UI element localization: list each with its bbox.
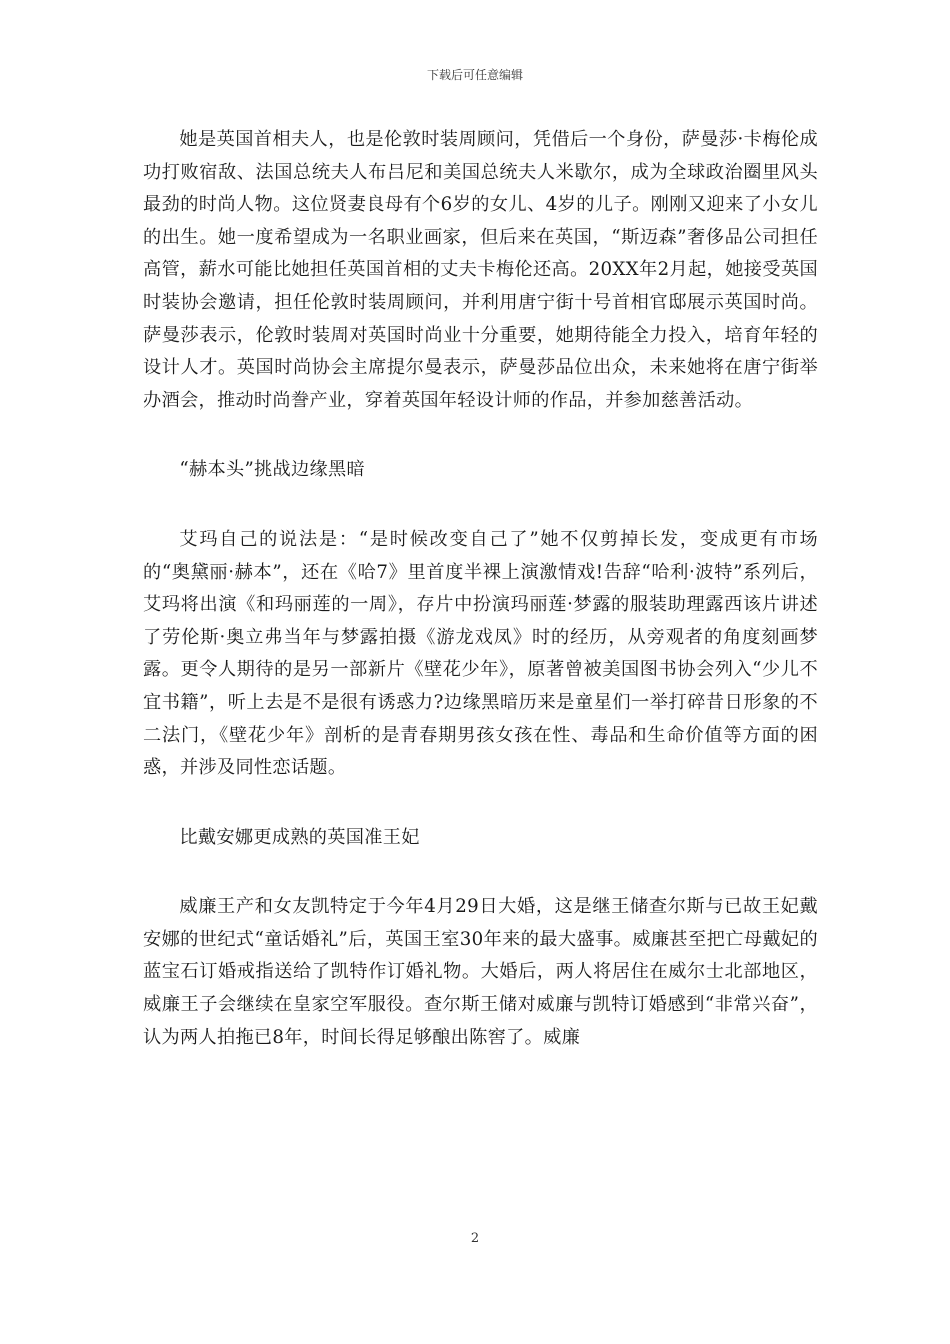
heading-hepburn-haircut: “赫本头”挑战边缘黑暗 <box>179 459 365 481</box>
heading-princess-to-be: 比戴安娜更成熟的英国准王妃 <box>179 826 420 848</box>
paragraph-royal-wedding: 威廉王产和女友凯特定于今年4月29日大婚，这是继王储查尔斯与已故王妃戴安娜的世纪式“童话婚礼”后，英国王室30年来的最大盛事。威廉甚至把亡母戴妃的蓝宝石订婚戒指送给了凯特作订婚礼物。大婚后，两人将居住在威尔士北部地区，威廉王子会继续在皇家空军服役。查尔斯王储对威廉与凯特订婚感到“非常兴奋”，认为两人拍拖已8年，时间长得足够酿出陈窖了。威廉 <box>143 896 818 1048</box>
paragraph-gap <box>143 417 818 454</box>
paragraph-gap <box>143 785 818 822</box>
paragraph-samantha-cameron: 她是英国首相夫人，也是伦敦时装周顾问，凭借后一个身份，萨曼莎·卡梅伦成功打败宿敌、法国总统夫人布吕尼和美国总统夫人米歇尔，成为全球政治圈里风头最劲的时尚人物。这位贤妻良母有个6岁的女儿、4岁的儿子。刚刚又迎来了小女儿的出生。她一度希望成为一名职业画家，但后来在英国，“斯迈森”奢侈品公司担任高管，薪水可能比她担任英国首相的丈夫卡梅伦还高。20XX年2月起，她接受英国时装协会邀请，担任伦敦时装周顾问，并利用唐宁街十号首相官邸展示英国时尚。萨曼莎表示，伦敦时装周对英国时尚业十分重要，她期待能全力投入，培育年轻的设计人才。英国时尚协会主席提尔曼表示，萨曼莎品位出众，未来她将在唐宁街举办酒会，推动时尚誊产业，穿着英国年轻设计师的作品，并参加慈善活动。 <box>143 129 818 411</box>
page-number: 2 <box>470 1231 480 1246</box>
paragraph-gap <box>143 487 818 524</box>
page-header: 下载后可任意编辑 <box>426 68 523 82</box>
paragraph-emma: 艾玛自己的说法是：“是时候改变自己了”她不仅剪掉长发，变成更有市场的“奥黛丽·赫本”，还在《哈7》里首度半裸上演激情戏!告辞“哈利·波特”系列后，艾玛将出演《和玛丽莲的一周》，存片中扮演玛丽莲·梦露的服装助理露西该片讲述了劳伦斯·奥立弗当年与梦露拍摄《游龙戏凤》时的经历，从旁观者的角度刻画梦露。更令人期待的是另一部新片《壁花少年》，原著曾被美国图书协会列入“少儿不宜书籍”，听上去是不是很有诱惑力?边缘黑暗历来是童星们一举打碎昔日形象的不二法门，《壁花少年》剖析的是青春期男孩女孩在性、毒品和生命价值等方面的困惑，并涉及同性恋话题。 <box>143 528 818 779</box>
document-body <box>143 124 818 1054</box>
paragraph-gap <box>143 854 818 891</box>
